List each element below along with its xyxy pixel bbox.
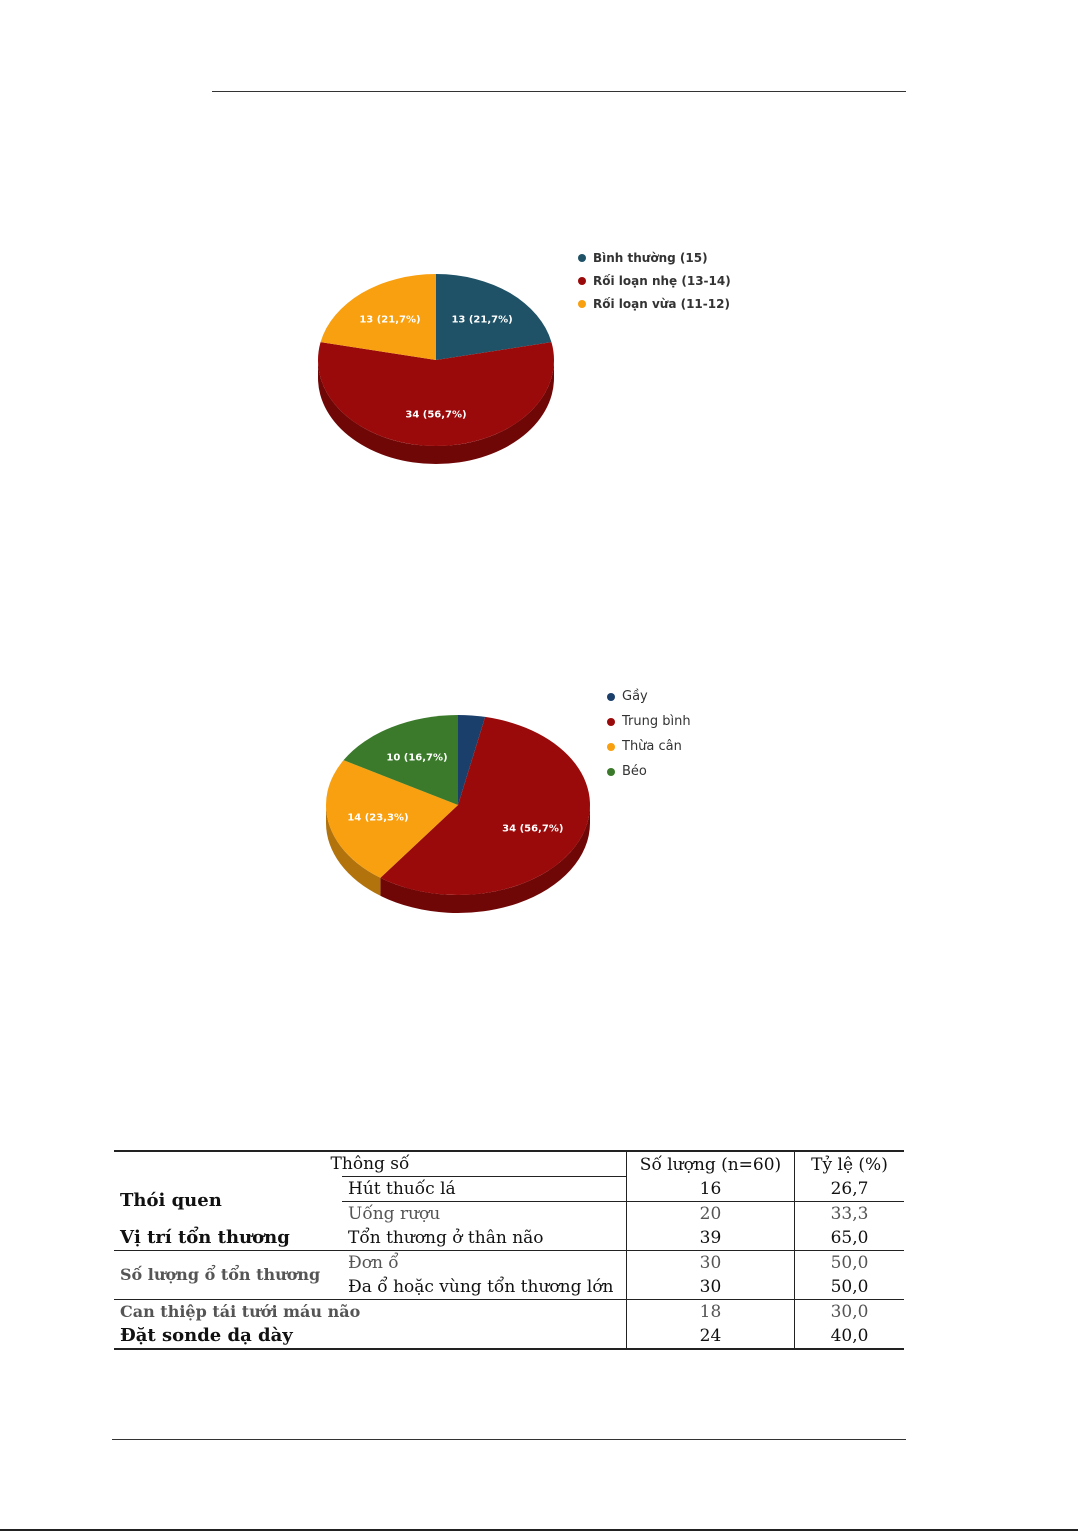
row-item-label: Đơn ổ bbox=[342, 1251, 627, 1276]
pie-slice-label: 13 (21,7%) bbox=[359, 314, 421, 326]
row-percent: 50,0 bbox=[795, 1275, 905, 1300]
legend-item bbox=[578, 246, 731, 269]
row-group-label: Thói quen bbox=[120, 1190, 222, 1212]
row-item-label: Uống rượu bbox=[342, 1202, 627, 1227]
row-group-label: Số lượng ổ tổn thương bbox=[114, 1251, 342, 1300]
pie-chart-2 bbox=[310, 705, 610, 935]
legend-item bbox=[607, 759, 691, 784]
table-row bbox=[114, 1300, 904, 1325]
row-group-label: Can thiệp tái tưới máu não bbox=[114, 1300, 627, 1325]
pie-slice-label: 34 (56,7%) bbox=[502, 823, 564, 835]
row-count: 39 bbox=[627, 1226, 795, 1251]
row-percent: 50,0 bbox=[795, 1251, 905, 1276]
pie-slice-label: 34 (56,7%) bbox=[405, 409, 467, 421]
legend-item bbox=[607, 684, 691, 709]
row-count: 20 bbox=[627, 1202, 795, 1227]
legend-item bbox=[578, 269, 731, 292]
row-count: 24 bbox=[627, 1324, 795, 1349]
table-header-row bbox=[114, 1151, 904, 1177]
pie-slice-label: 10 (16,7%) bbox=[386, 752, 448, 764]
row-percent: 65,0 bbox=[795, 1226, 905, 1251]
row-group-label: Đặt sonde dạ dày bbox=[114, 1324, 627, 1349]
row-group-label: Vị trí tổn thương bbox=[120, 1227, 290, 1248]
row-item-label: Tổn thương ở thân não bbox=[348, 1228, 544, 1248]
legend-label: Gầy bbox=[622, 689, 648, 704]
legend-label: Béo bbox=[622, 764, 647, 779]
legend-label: Trung bình bbox=[622, 714, 691, 729]
page-bottom-border bbox=[0, 1529, 1078, 1531]
row-count: 30 bbox=[627, 1251, 795, 1276]
statistics-table bbox=[114, 1150, 904, 1350]
pie-slice-label: 14 (23,3%) bbox=[347, 812, 409, 824]
row-count: 18 bbox=[627, 1300, 795, 1325]
legend-label: Rối loạn vừa (11-12) bbox=[593, 296, 730, 311]
row-count: 16 bbox=[627, 1177, 795, 1202]
legend-item bbox=[607, 734, 691, 759]
legend-item bbox=[578, 292, 731, 315]
table-row bbox=[114, 1177, 904, 1202]
legend-swatch bbox=[607, 768, 615, 776]
legend-swatch bbox=[607, 718, 615, 726]
pie-chart-2-legend bbox=[607, 684, 691, 784]
header-parameter: Thông số bbox=[114, 1151, 627, 1177]
legend-swatch bbox=[607, 693, 615, 701]
legend-swatch bbox=[578, 254, 586, 262]
row-percent: 30,0 bbox=[795, 1300, 905, 1325]
pie-chart-1-legend bbox=[578, 246, 731, 315]
row-count: 30 bbox=[627, 1275, 795, 1300]
table-row bbox=[114, 1226, 904, 1251]
header-count: Số lượng (n=60) bbox=[627, 1151, 795, 1177]
legend-item bbox=[607, 709, 691, 734]
table-row bbox=[114, 1251, 904, 1276]
table-row bbox=[114, 1324, 904, 1349]
top-rule bbox=[212, 91, 906, 92]
legend-swatch bbox=[607, 743, 615, 751]
pie-slice-label: 13 (21,7%) bbox=[451, 314, 513, 326]
pie-chart-1 bbox=[300, 260, 580, 480]
row-percent: 40,0 bbox=[795, 1324, 905, 1349]
row-item-label: Đa ổ hoặc vùng tổn thương lớn bbox=[348, 1277, 614, 1297]
row-item-label: Hút thuốc lá bbox=[342, 1177, 627, 1202]
bottom-rule bbox=[112, 1439, 906, 1440]
legend-swatch bbox=[578, 300, 586, 308]
row-percent: 26,7 bbox=[795, 1177, 905, 1202]
legend-label: Rối loạn nhẹ (13-14) bbox=[593, 273, 731, 288]
row-percent: 33,3 bbox=[795, 1202, 905, 1227]
legend-label: Thừa cân bbox=[622, 739, 682, 754]
legend-label: Bình thường (15) bbox=[593, 250, 708, 265]
header-percent: Tỷ lệ (%) bbox=[795, 1151, 905, 1177]
legend-swatch bbox=[578, 277, 586, 285]
